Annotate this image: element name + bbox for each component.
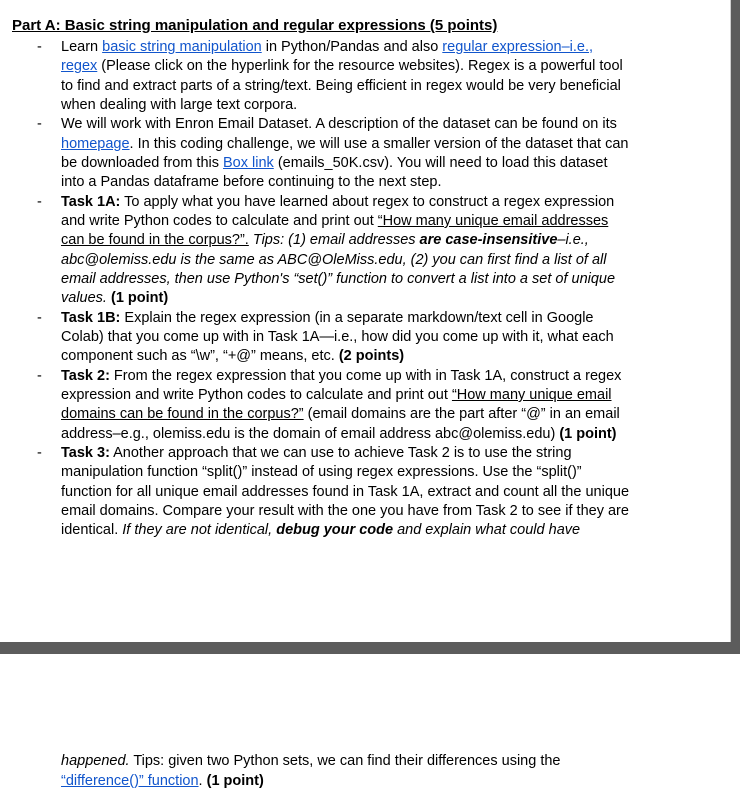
difference-function-link[interactable]: “difference()” function <box>61 772 199 789</box>
bullet-dash: - <box>37 309 42 326</box>
bullet-dash: - <box>37 116 42 132</box>
text-line: Task 2: From the regex expression that you come up with in Task 1A, construct a regex <box>61 367 622 384</box>
text-line: when dealing with large text corpora. <box>61 97 298 113</box>
text-line: address–e.g., olemiss.edu is the domain of email address abc@olemiss.edu) (1 point) <box>61 425 617 442</box>
text-line: Task 1A: To apply what you have learned about regex to construct a regex expression <box>61 193 615 210</box>
section-heading: Part A: Basic string manipulation and regular expressions (5 points) <box>12 17 498 34</box>
box-link[interactable]: Box link <box>223 155 274 171</box>
text-line: and write Python codes to calculate and print out “How many unique email addresses <box>61 213 609 229</box>
page-break <box>0 642 740 654</box>
page-scroll-gutter <box>731 0 740 654</box>
text-line: email domains. Compare your result with the one you have from Task 2 to see if they are <box>61 503 629 519</box>
regex-link[interactable]: regex <box>61 58 98 74</box>
bullet-dash: - <box>37 39 42 55</box>
text-line: component such as “\w”, “+@” means, etc. (2 points) <box>61 348 405 364</box>
text-line: to find and extract parts of a string/text. Being efficient in regex would be very beneficial <box>61 77 621 94</box>
task-label: Task 3: <box>61 445 110 461</box>
text-line: domains can be found in the corpus?” (email domains are the part after “@” in an email <box>61 406 620 422</box>
text-line: into a Pandas dataframe before continuing to the next step. <box>61 174 442 190</box>
text-line: manipulation function “split()” instead of using regex expressions. Use the “split()” <box>61 464 582 480</box>
text-line: Learn basic string manipulation in Python/Pandas and also regular expression–i.e., <box>61 39 594 55</box>
text-line: “difference()” function. (1 point) <box>61 772 264 789</box>
text-line: expression and write Python codes to calculate and print out “How many unique email <box>61 387 612 403</box>
text-line: be downloaded from this Box link (emails_50K.csv). You will need to load this dataset <box>61 155 608 171</box>
task-label: Task 2: <box>61 367 110 384</box>
text-line: Colab) that you come up with in Task 1A—i.e., how did you come up with it, what each <box>61 329 614 345</box>
bullet-dash: - <box>37 445 42 461</box>
document-page-2 <box>0 654 733 792</box>
homepage-link[interactable]: homepage <box>61 135 130 152</box>
text-line: happened. Tips: given two Python sets, we can find their differences using the <box>61 753 561 769</box>
text-line: identical. If they are not identical, debug your code and explain what could have <box>61 522 581 538</box>
task-label: Task 1B: <box>61 309 121 326</box>
text-line: abc@olemiss.edu is the same as ABC@OleMiss.edu, (2) you can first find a list of all <box>61 251 607 268</box>
bullet-dash: - <box>37 193 42 210</box>
bullet-dash: - <box>37 367 42 384</box>
text-line: We will work with Enron Email Dataset. A description of the dataset can be found on its <box>61 116 617 132</box>
text-line: Task 3: Another approach that we can use to achieve Task 2 is to use the string <box>61 445 572 461</box>
basic-string-manipulation-link[interactable]: basic string manipulation <box>102 39 262 55</box>
text-line: homepage. In this coding challenge, we will use a smaller version of the dataset that can <box>61 135 629 152</box>
text-line: values. (1 point) <box>61 290 169 306</box>
regular-expression-link[interactable]: regular expression–i.e., <box>442 39 594 55</box>
text-line: function for all unique email addresses found in Task 1A, extract and count all the unique <box>61 483 630 500</box>
text-line: Task 1B: Explain the regex expression (in a separate markdown/text cell in Google <box>61 309 594 326</box>
text-line: can be found in the corpus?”. Tips: (1) email addresses are case-insensitive–i.e., <box>61 232 589 248</box>
text-line: regex (Please click on the hyperlink for the resource websites). Regex is a powerful tool <box>61 58 623 74</box>
task-label: Task 1A: <box>61 193 121 210</box>
text-line: email addresses, then use Python's “set()” function to convert a list into a set of unique <box>61 271 616 287</box>
